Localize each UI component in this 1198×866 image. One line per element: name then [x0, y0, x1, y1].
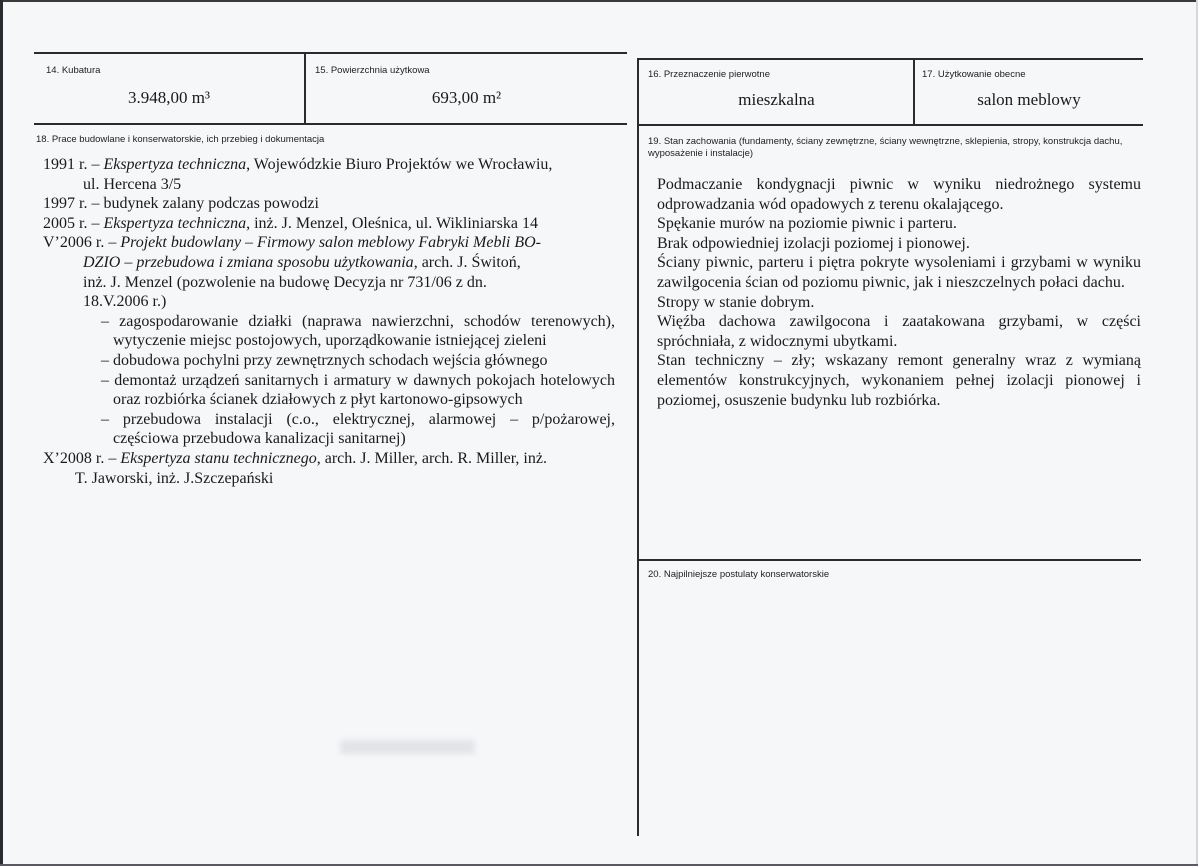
paragraph: Stan techniczny – zły; wskazany remont generalny wraz z wymianą elementów konstrukcyjnych, wykonaniem pełnej izolacji pionowej i poziomej, osuszenie budynku lub rozbiórka.: [657, 352, 1141, 409]
field-14-value: 3.948,00 m³: [127, 88, 211, 107]
field-20-label: 20. Najpilniejsze postulaty konserwatorskie: [648, 569, 830, 580]
field-18-label: 18. Prace budowlane i konserwatorskie, ich przebieg i dokumentacja: [36, 134, 325, 145]
subitem: – demontaż urządzeń sanitarnych i armatury w dawnych pokojach hotelowych oraz rozbiórka ścianek działowych z płyt kartonowo-gipsowych: [101, 371, 615, 409]
right-top-rule: [638, 58, 1143, 60]
paragraph: Brak odpowiedniej izolacji poziomej i pionowej.: [657, 234, 970, 252]
scan-edge-top: [0, 0, 1198, 2]
right-mid-rule: [638, 124, 1143, 126]
entry-1997: 1997 r. – budynek zalany podczas powodzi: [43, 195, 319, 213]
field-16-label: 16. Przeznaczenie pierwotne: [648, 69, 770, 80]
field-17-label: 17. Użytkowanie obecne: [922, 69, 1026, 80]
field-19-label: 19. Stan zachowania (fundamenty, ściany zewnętrzne, ściany wewnętrzne, sklepienia, stropy, konstrukcja dachu, wyposażenie i instalacje): [648, 136, 1123, 159]
subitem: – dobudowa pochylni przy zewnętrznych schodach wejścia głównego: [101, 351, 548, 369]
field-17-value: salon meblowy: [977, 90, 1081, 109]
scan-smudge: [340, 740, 475, 754]
field-18-body: [43, 155, 615, 488]
main-divider: [637, 58, 639, 836]
left-top-rule: [34, 52, 627, 54]
entry-2006: V’2006 r. – Projekt budowlany – Firmowy salon meblowy Fabryki Mebli BO- DZIO – przebudowa i zmiana sposobu użytkowania, arch. J. Świtoń, inż. J. Menzel (pozwolenie na budowę Decyzja nr 731/06 z dn. 18.V.2006 r.) – zagospodarowanie działki (naprawa nawierzchni, schodów terenowych), wytyczenie miejsc postojowych, uporządkowanie istniejącej zieleni – dobudowa pochylni przy zewnętrznych schodach wejścia głównego – demontaż urządzeń sanitarnych i armatury w dawnych pokojach hotelowych oraz rozbiórka ścianek działowych z płyt kartonowo-gipsowych – przebudowa instalacji (c.o., elektrycznej, alarmowej – p/pożarowej, częściowa przebudowa kanalizacji sanitarnej): [43, 234, 615, 448]
paragraph: Spękanie murów na poziomie piwnic i parteru.: [657, 215, 957, 233]
rule-20: [638, 559, 1141, 561]
field-15-label: 15. Powierzchnia użytkowa: [315, 65, 430, 76]
left-mid-rule: [34, 123, 627, 125]
field-14-label: 14. Kubatura: [46, 65, 101, 76]
paragraph: Stropy w stanie dobrym.: [657, 293, 815, 311]
paragraph: Więźba dachowa zawilgocona i zaatakowana grzybami, w części spróchniała, z widocznymi ubytkami.: [657, 313, 1141, 350]
field-15-value: 693,00 m²: [431, 88, 502, 107]
paragraph: Podmaczanie kondygnacji piwnic w wyniku niedrożnego systemu odprowadzania wód opadowych z terenu okalającego.: [657, 176, 1141, 213]
paragraph: Ściany piwnic, parteru i piętra pokryte wysoleniami i grzybami w wyniku zawilgocenia ścian od poziomu piwnic, jak i nieszczelnych połaci dachu.: [657, 254, 1141, 291]
field-19-body: [657, 175, 1141, 410]
subitem: – zagospodarowanie działki (naprawa nawierzchni, schodów terenowych), wytyczenie miejsc postojowych, uporządkowanie istniejącej zieleni: [101, 312, 615, 350]
entry-1991: 1991 r. – Ekspertyza techniczna, Wojewódzkie Biuro Projektów we Wrocławiu, ul. Hercena 3/5: [43, 156, 553, 193]
scan-edge-left: [0, 0, 3, 866]
subitem: – przebudowa instalacji (c.o., elektrycznej, alarmowej – p/pożarowej, częściowa przebudowa kanalizacji sanitarnej): [101, 410, 615, 448]
entry-2008: X’2008 r. – Ekspertyza stanu technicznego, arch. J. Miller, arch. R. Miller, inż. T. Jaworski, inż. J.Szczepański: [43, 449, 547, 487]
entry-2005: 2005 r. – Ekspertyza techniczna, inż. J. Menzel, Oleśnica, ul. Wikliniarska 14: [43, 214, 538, 232]
field-16-value: mieszkalna: [738, 90, 815, 109]
